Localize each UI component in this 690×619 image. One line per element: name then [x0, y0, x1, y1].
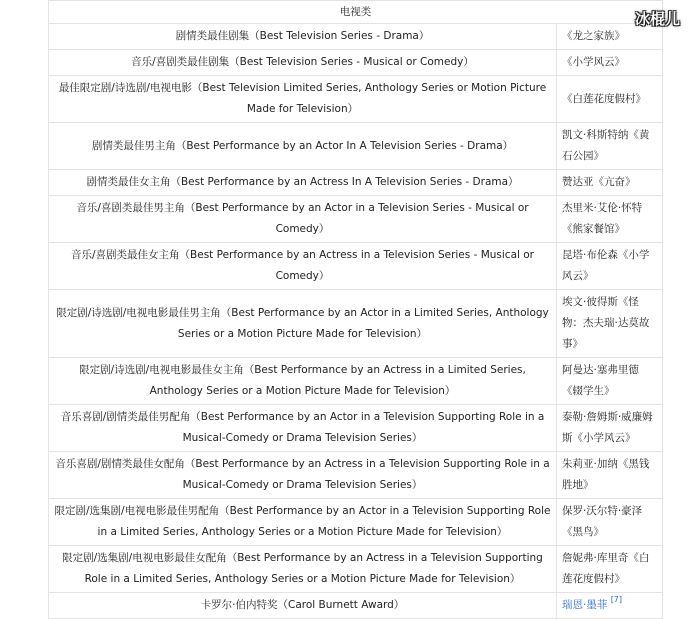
table-row [49, 546, 663, 593]
table-row [49, 123, 663, 170]
table-row [49, 170, 663, 196]
winner-cell: 《小学风云》 [557, 50, 663, 76]
awards-table [48, 0, 663, 619]
category-cell: 音乐/喜剧类最佳剧集（Best Television Series - Musical or Comedy） [49, 50, 557, 76]
section-header-row [49, 1, 663, 24]
category-cell: 音乐/喜剧类最佳男主角（Best Performance by an Actor in a Television Series - Musical or Comedy） [49, 196, 557, 243]
table-row [49, 593, 663, 619]
table-row [49, 243, 663, 290]
category-cell: 音乐/喜剧类最佳女主角（Best Performance by an Actress in a Television Series - Musical or Comedy） [49, 243, 557, 290]
category-cell: 限定剧/诗选剧/电视电影最佳男主角（Best Performance by an Actor in a Limited Series, Anthology Series or a Motion Picture Made for Television） [49, 290, 557, 358]
winner-cell: 杰里米·艾伦·怀特《熊家餐馆》 [557, 196, 663, 243]
watermark-logo: 冰棍儿 [634, 10, 680, 28]
section-title: 电视类 [49, 1, 663, 24]
category-cell: 限定剧/选集剧/电视电影最佳男配角（Best Performance by an Actor in a Television Supporting Role in a Limited Series, Anthology Series or a Motion Picture Made for Television） [49, 499, 557, 546]
winner-cell: 詹妮弗·库里奇《白莲花度假村》 [557, 546, 663, 593]
category-cell: 限定剧/诗选剧/电视电影最佳女主角（Best Performance by an Actress in a Limited Series, Anthology Series or a Motion Picture Made for Television） [49, 358, 557, 405]
category-cell: 剧情类最佳剧集（Best Television Series - Drama） [49, 24, 557, 50]
category-cell: 卡罗尔·伯内特奖（Carol Burnett Award） [49, 593, 557, 619]
winner-cell: 《龙之家族》 [557, 24, 663, 50]
reference-link[interactable]: [7] [610, 595, 623, 604]
table-row [49, 290, 663, 358]
winner-link[interactable]: 瑞恩·墨菲 [562, 599, 608, 611]
category-cell: 音乐喜剧/剧情类最佳男配角（Best Performance by an Actor in a Television Supporting Role in a Musical-Comedy or Drama Television Series） [49, 405, 557, 452]
winner-cell: 赞达亚《亢奋》 [557, 170, 663, 196]
winner-cell: 泰勒·詹姆斯·威廉姆斯《小学风云》 [557, 405, 663, 452]
winner-cell: 昆塔·布伦森《小学风云》 [557, 243, 663, 290]
table-row [49, 452, 663, 499]
table-row [49, 196, 663, 243]
table-row [49, 358, 663, 405]
winner-cell [557, 593, 663, 619]
table-row [49, 76, 663, 123]
winner-cell: 朱莉亚·加纳《黑钱胜地》 [557, 452, 663, 499]
table-row [49, 405, 663, 452]
winner-cell: 阿曼达·塞弗里德《辍学生》 [557, 358, 663, 405]
left-margin [0, 0, 46, 573]
category-cell: 音乐喜剧/剧情类最佳女配角（Best Performance by an Actress in a Television Supporting Role in a Musical-Comedy or Drama Television Series） [49, 452, 557, 499]
winner-cell: 保罗·沃尔特·豪泽《黑鸟》 [557, 499, 663, 546]
category-cell: 限定剧/选集剧/电视电影最佳女配角（Best Performance by an Actress in a Television Supporting Role in a Limited Series, Anthology Series or a Motion Picture Made for Television） [49, 546, 557, 593]
winner-cell: 埃文·彼得斯《怪物：杰夫瑞·达莫故事》 [557, 290, 663, 358]
category-cell: 剧情类最佳男主角（Best Performance by an Actor In A Television Series - Drama） [49, 123, 557, 170]
table-row [49, 499, 663, 546]
table-row [49, 24, 663, 50]
category-cell: 最佳限定剧/诗选剧/电视电影（Best Television Limited Series, Anthology Series or Motion Picture Made for Television） [49, 76, 557, 123]
table-row [49, 50, 663, 76]
winner-cell: 凯文·科斯特纳《黄石公园》 [557, 123, 663, 170]
category-cell: 剧情类最佳女主角（Best Performance by an Actress In A Television Series - Drama） [49, 170, 557, 196]
winner-cell: 《白莲花度假村》 [557, 76, 663, 123]
